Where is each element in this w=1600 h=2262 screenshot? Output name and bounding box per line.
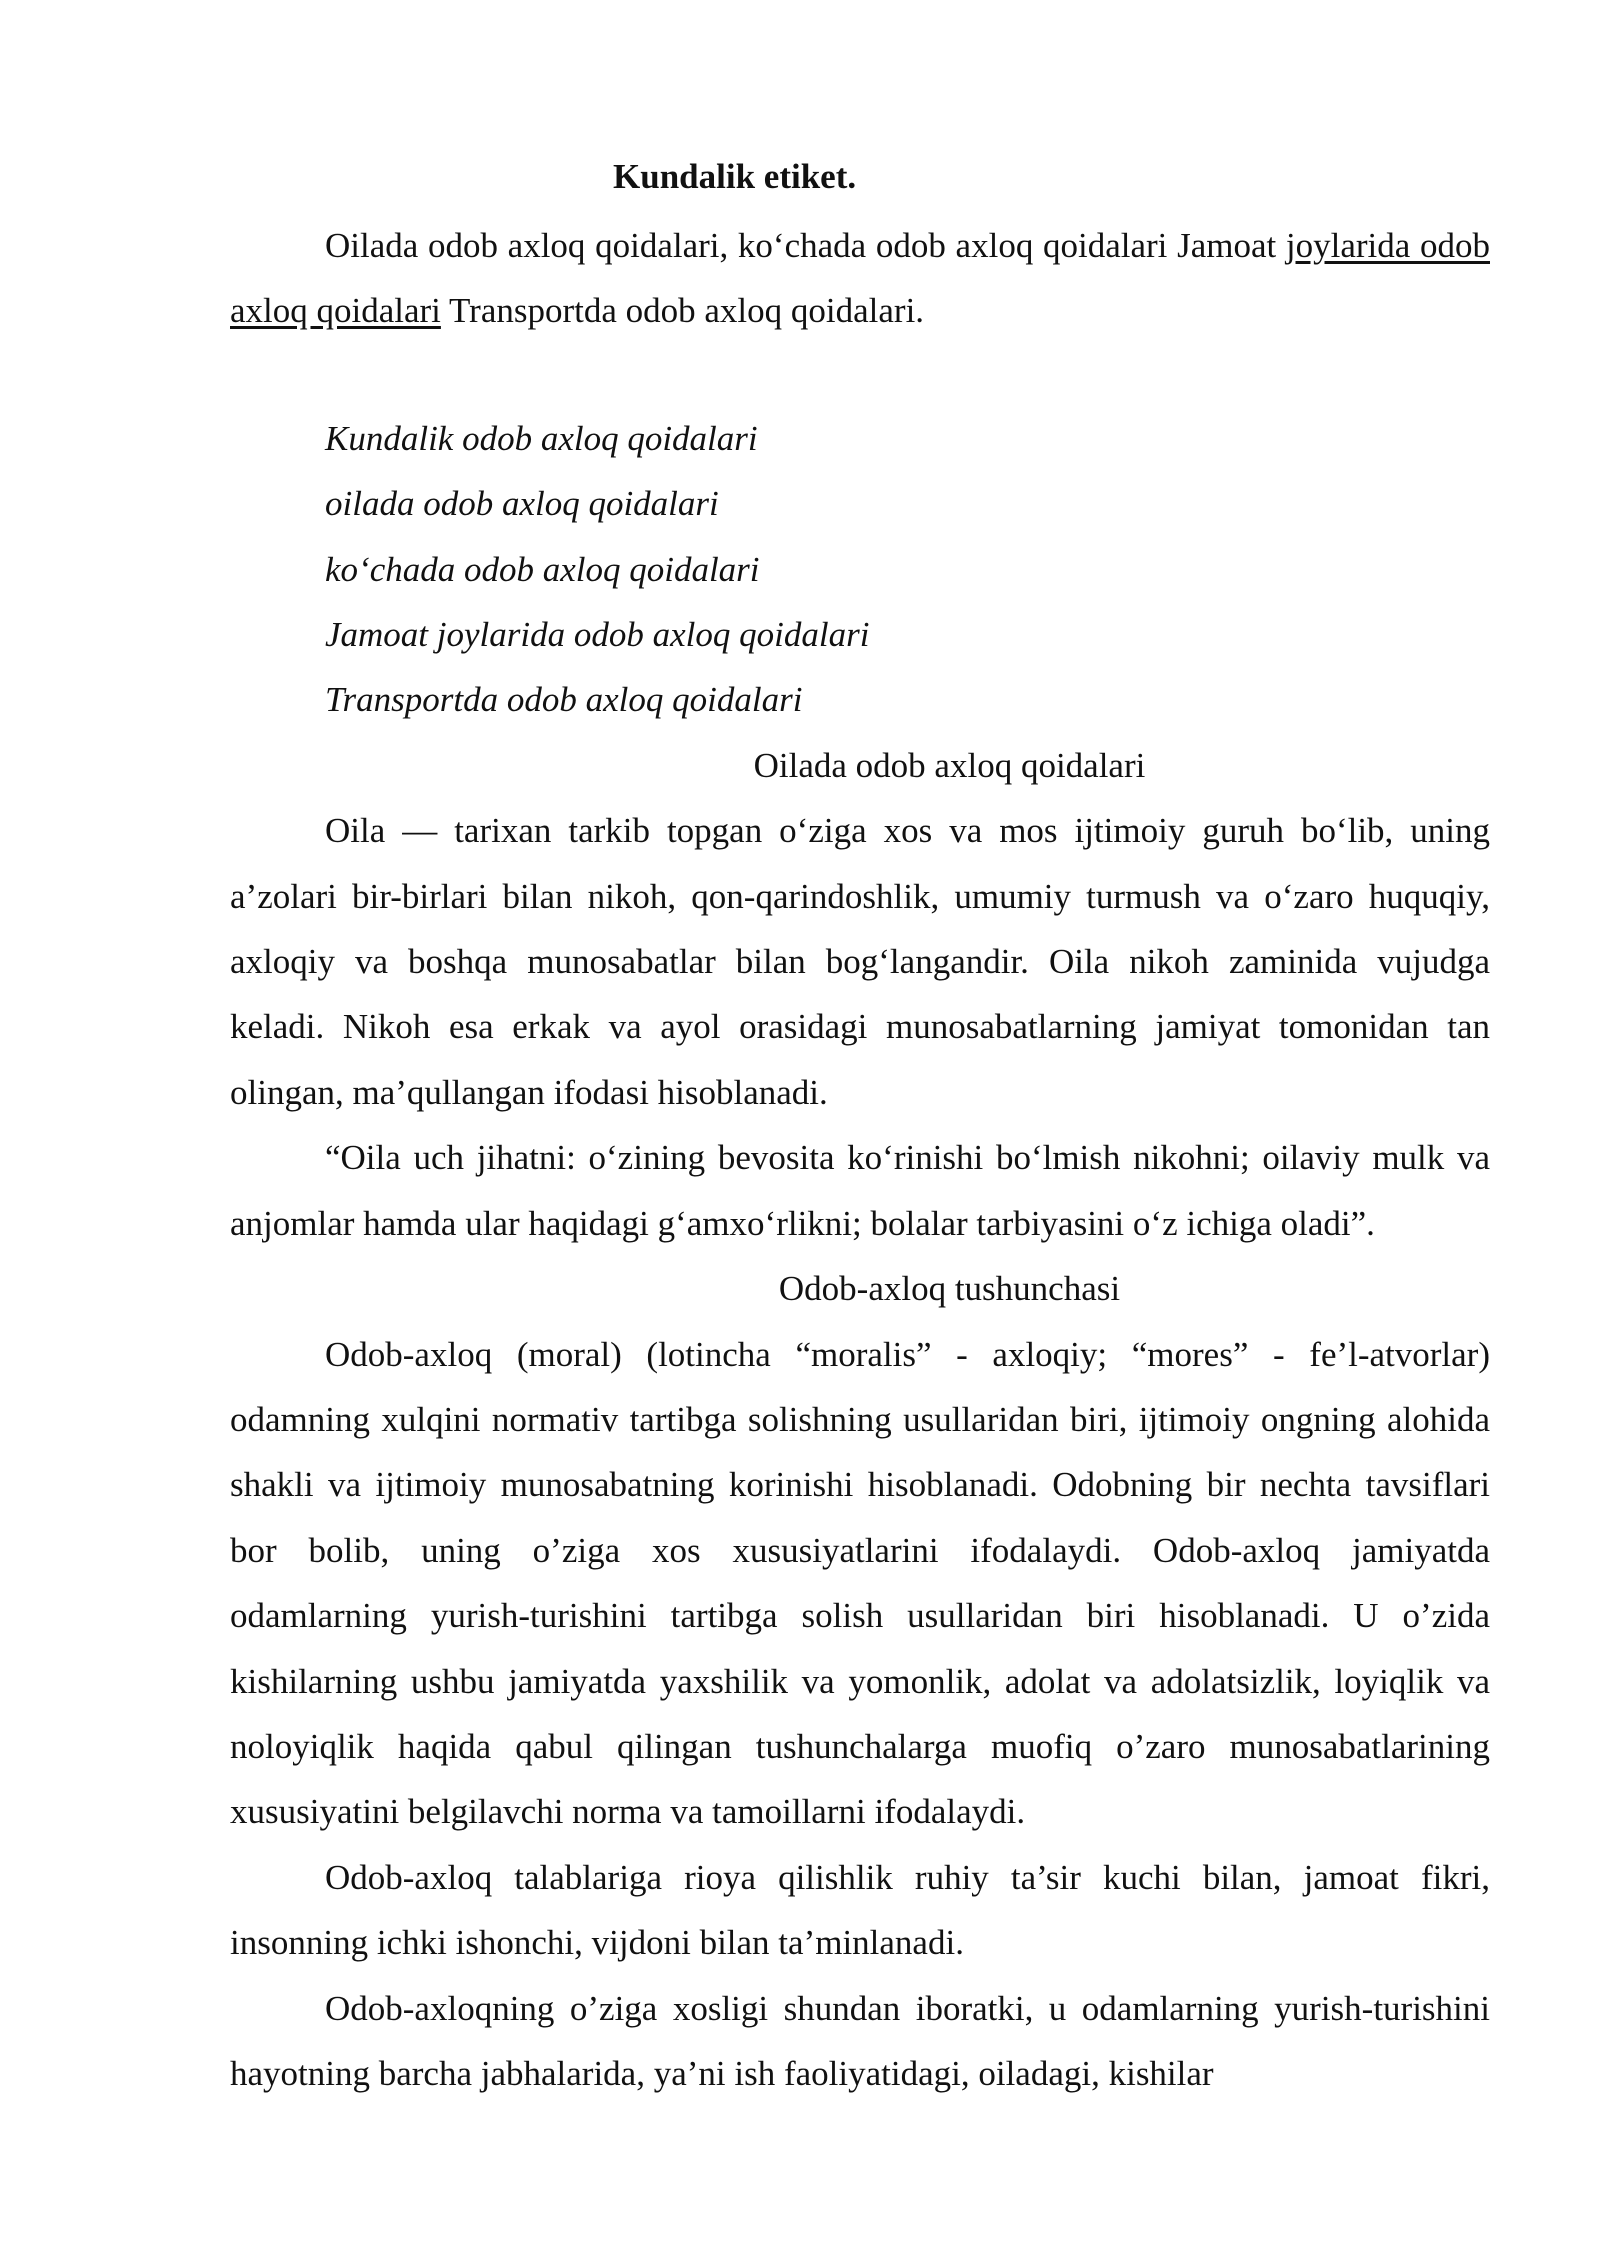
list-item: oilada odob axloq qoidalari <box>325 484 719 524</box>
list-item: Jamoat joylarida odob axloq qoidalari <box>325 615 870 655</box>
body-paragraph: “Oila uch jihatni: o‘zining bevosita ko‘rinishi bo‘lmish nikohni; oilaviy mulk va anjomlar hamda ular haqidagi g‘amxo‘rlikni; bolalar tarbiyasini o‘z ichiga oladi”. <box>230 1138 1490 1243</box>
italic-topic-list <box>230 406 1490 733</box>
section-heading: Odob-axloq tushunchasi <box>778 1269 1121 1309</box>
body-paragraph: Oila — tarixan tarkib topgan o‘ziga xos va mos ijtimoiy guruh bo‘lib, uning a’zolari bir-birlari bilan nikoh, qon-qarindoshlik, umumiy turmush va o‘zaro huquqiy, axloqiy va boshqa munosabatlar bilan bog‘langandir. Oila nikoh zaminida vujudga keladi. Nikoh esa erkak va ayol orasidagi munosabatlarning jamiyat tomonidan tan olingan, ma’qullangan ifodasi hisoblanadi. <box>230 811 1490 1112</box>
body-paragraph: Odob-axloqning o’ziga xosligi shundan iboratki, u odamlarning yurish-turishini hayotning barcha jabhalarida, ya’ni ish faoliyatidagi, oiladagi, kishilar <box>230 1988 1490 2093</box>
document-title: Kundalik etiket. <box>613 157 857 196</box>
document-page <box>230 150 1490 2106</box>
list-item: ko‘chada odob axloq qoidalari <box>325 549 760 589</box>
section-heading: Oilada odob axloq qoidalari <box>753 745 1146 785</box>
body-paragraph: Odob-axloq talablariga rioya qilishlik ruhiy ta’sir kuchi bilan, jamoat fikri, insonning ichki ishonchi, vijdoni bilan ta’minlanadi. <box>230 1857 1490 1963</box>
intro-text-end: Transportda odob axloq qoidalari. <box>440 291 925 331</box>
list-item: Kundalik odob axloq qoidalari <box>325 418 758 458</box>
intro-text-start: Oilada odob axloq qoidalari, ko‘chada odob axloq qoidalari Jamoat <box>325 226 1286 265</box>
intro-paragraph <box>230 213 1490 344</box>
underlined-text: joylarida odob axloq qoidalari <box>230 226 1490 331</box>
list-item: Transportda odob axloq qoidalari <box>325 680 803 720</box>
body-paragraph: Odob-axloq (moral) (lotincha “moralis” - axloqiy; “mores” - fe’l-atvorlar) odamning xulqini normativ tartibga solishning usullaridan biri, ijtimoiy ongning alohida shakli va ijtimoiy munosabatning korinishi hisoblanadi. Odobning bir nechta tavsiflari bor bolib, uning o’ziga xos xususiyatlarini ifodalaydi. Odob-axloq jamiyatda odamlarning yurish-turishini tartibga solish usullaridan biri hisoblanadi. U o’zida kishilarning ushbu jamiyatda yaxshilik va yomonlik, adolat va adolatsizlik, loyiqlik va noloyiqlik haqida qabul qilingan tushunchalarga muofiq o’zaro munosabatlarining xususiyatini belgilavchi norma va tamoillarni ifodalaydi. <box>230 1334 1490 1832</box>
